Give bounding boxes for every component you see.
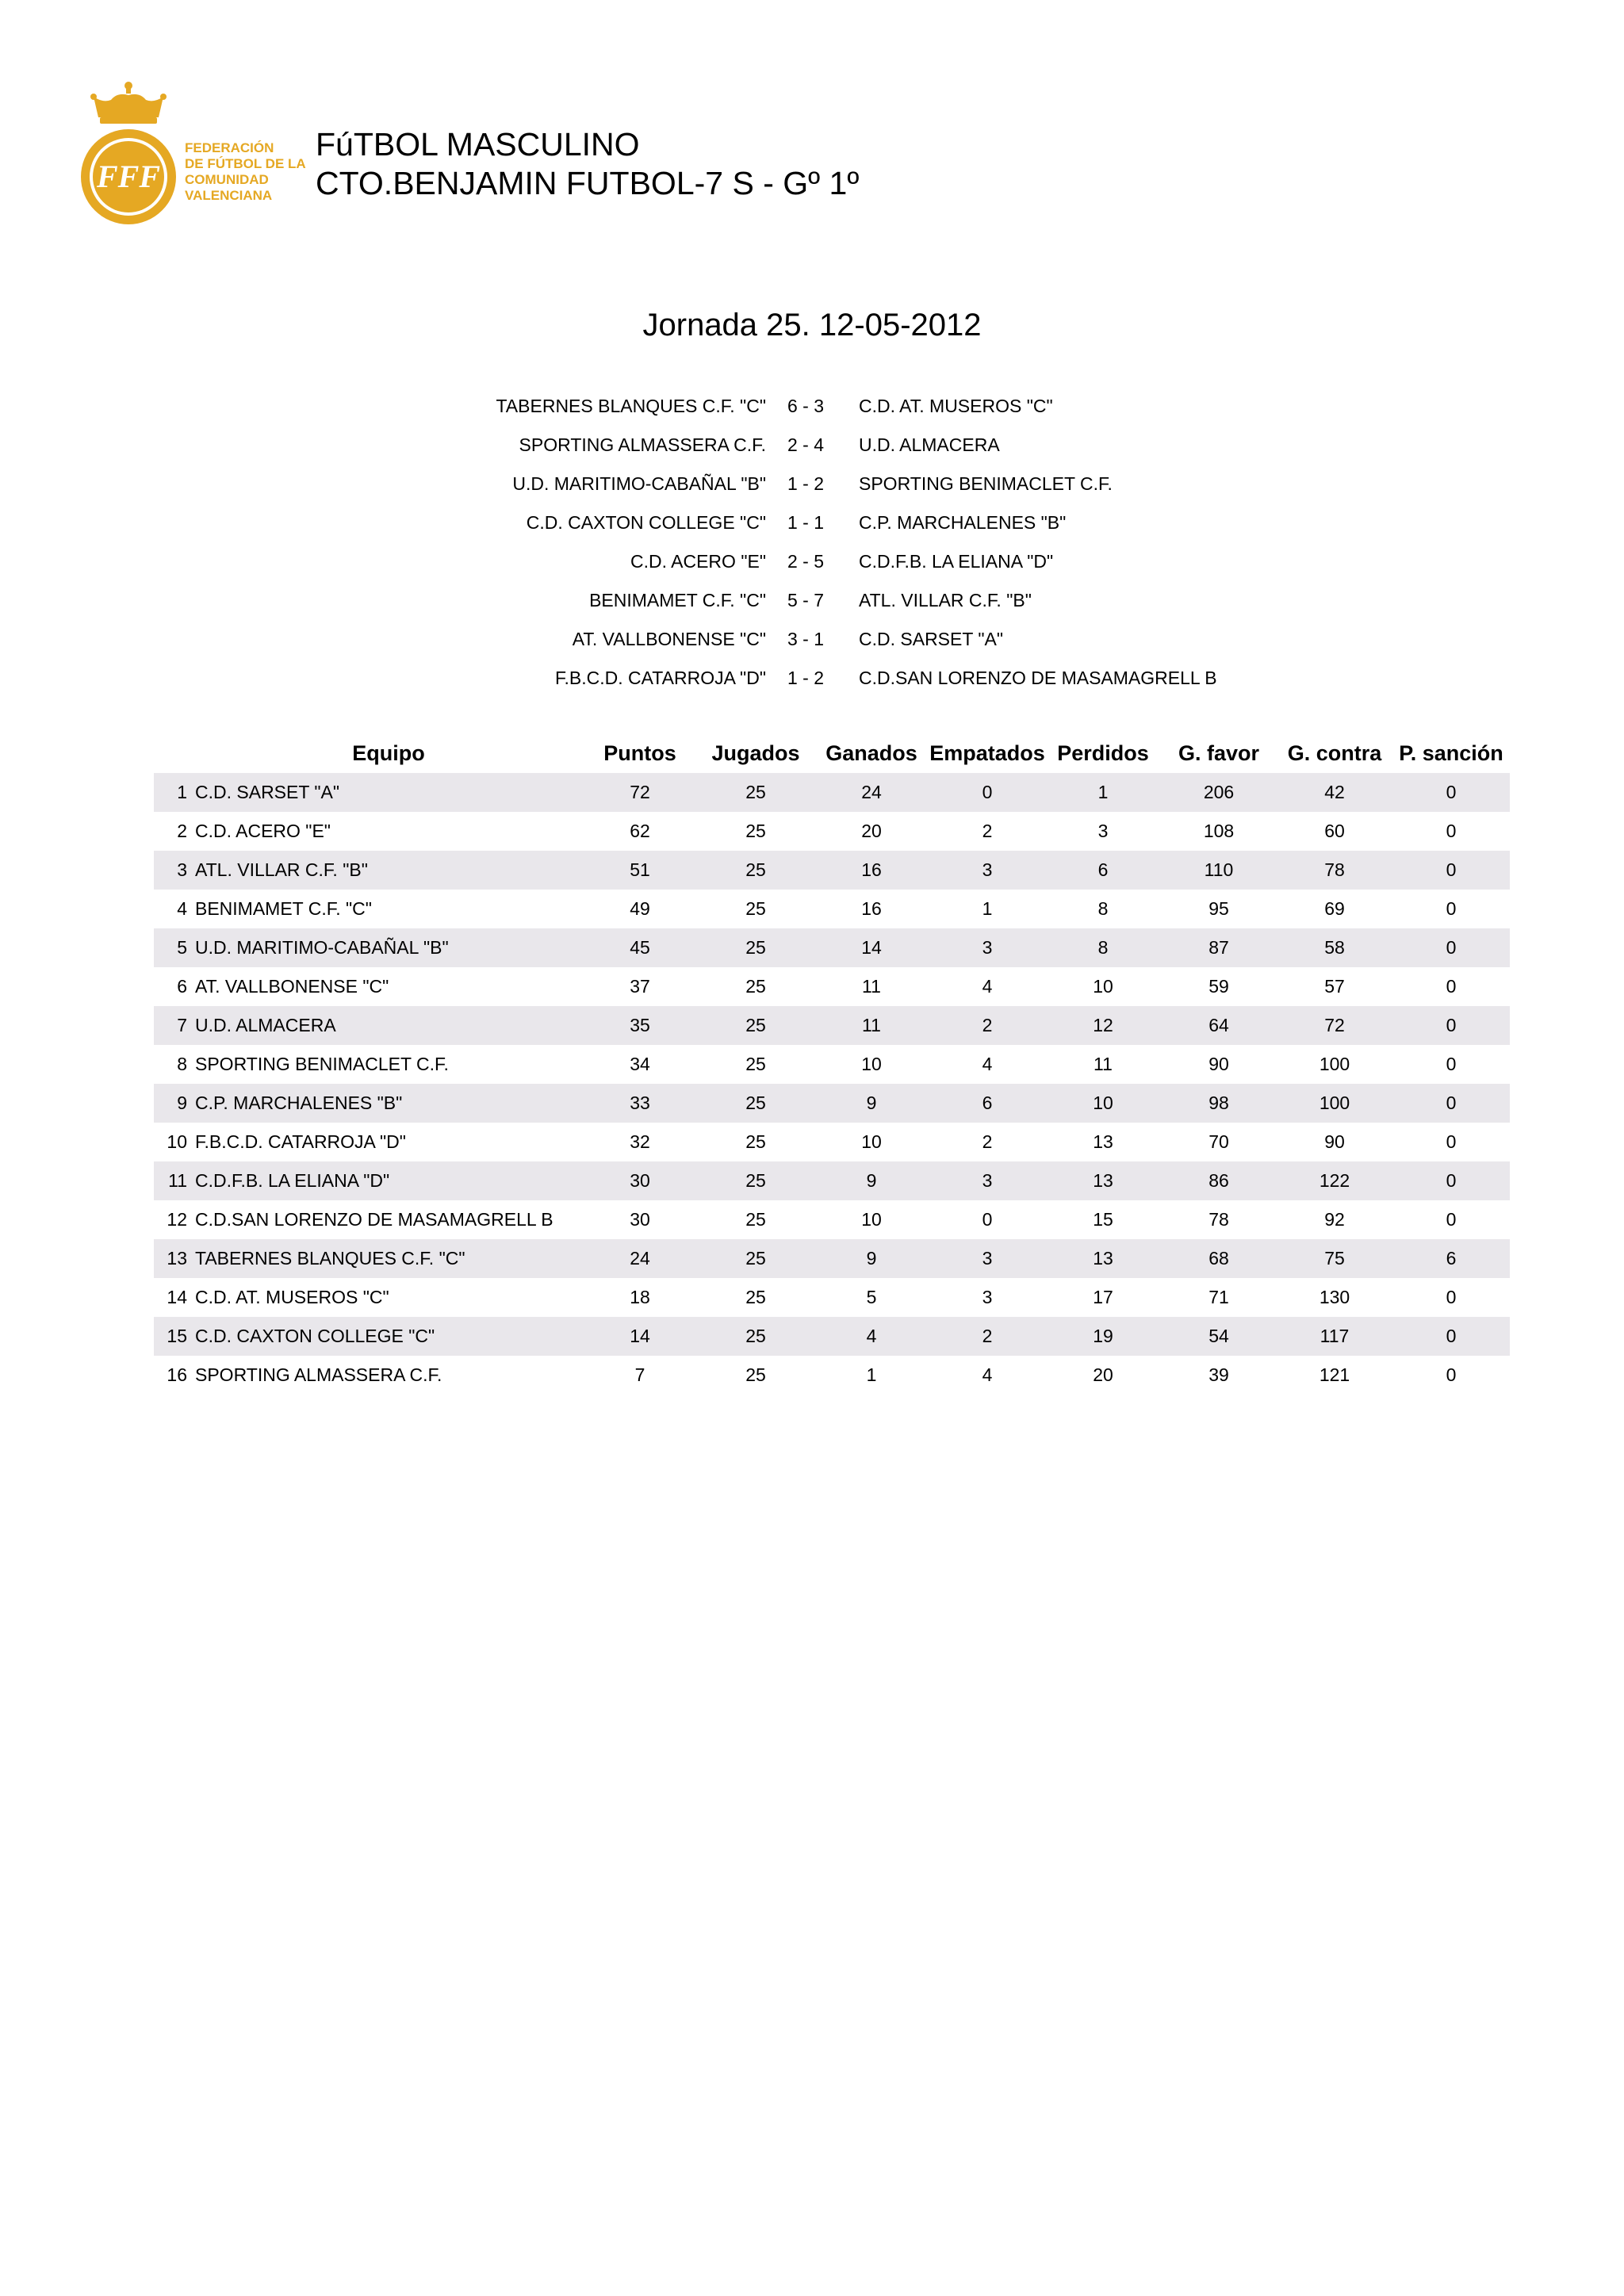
drawn-cell: 4 <box>982 1364 993 1385</box>
won-cell: 5 <box>866 1287 877 1307</box>
played-cell: 25 <box>698 1084 814 1123</box>
goals-against-cell: 58 <box>1277 928 1392 967</box>
drawn-cell: 6 <box>929 1084 1045 1123</box>
team-cell: C.D. SARSET "A" <box>195 773 582 812</box>
points-cell: 7 <box>634 1364 645 1385</box>
goals-against-cell: 75 <box>1277 1239 1392 1278</box>
penalty-cell: 0 <box>1392 851 1510 890</box>
team-cell: C.D. CAXTON COLLEGE "C" <box>195 1317 582 1356</box>
table-row <box>154 1317 1510 1356</box>
table-row <box>154 928 1510 967</box>
position-cell: 15 <box>154 1317 195 1356</box>
goals-for-cell: 90 <box>1208 1054 1229 1074</box>
home-team: SPORTING ALMASSERA C.F. <box>519 434 766 455</box>
goals-for-cell: 206 <box>1161 773 1277 812</box>
match-results <box>396 387 1269 698</box>
drawn-cell: 4 <box>982 1054 993 1074</box>
goals-for-cell: 86 <box>1161 1161 1277 1200</box>
svg-text:COMUNIDAD: COMUNIDAD <box>185 172 269 187</box>
points-cell: 30 <box>582 1161 698 1200</box>
goals-against-cell: 100 <box>1277 1084 1392 1123</box>
header-team: Equipo <box>352 740 425 765</box>
goals-for-cell: 54 <box>1161 1317 1277 1356</box>
penalty-cell: 0 <box>1392 1006 1510 1045</box>
home-team: C.D. CAXTON COLLEGE "C" <box>526 512 766 533</box>
svg-text:VALENCIANA: VALENCIANA <box>185 188 273 203</box>
position-cell: 8 <box>177 1054 187 1074</box>
drawn-cell: 3 <box>929 928 1045 967</box>
played-cell: 25 <box>698 1239 814 1278</box>
standings-body <box>154 773 1510 1395</box>
header-won: Ganados <box>825 740 917 765</box>
penalty-cell: 0 <box>1392 1161 1510 1200</box>
points-cell: 62 <box>630 821 650 841</box>
drawn-cell: 2 <box>929 1006 1045 1045</box>
lost-cell: 13 <box>1093 1131 1113 1152</box>
points-cell: 45 <box>582 928 698 967</box>
points-cell: 30 <box>630 1209 650 1230</box>
team-cell: F.B.C.D. CATARROJA "D" <box>195 1131 406 1152</box>
position-cell: 5 <box>154 928 195 967</box>
goals-for-cell: 68 <box>1161 1239 1277 1278</box>
match-score: 1 - 2 <box>787 668 825 688</box>
team-cell: AT. VALLBONENSE "C" <box>195 976 389 997</box>
goals-for-cell: 98 <box>1161 1084 1277 1123</box>
header-played: Jugados <box>711 740 800 765</box>
lost-cell: 1 <box>1045 773 1161 812</box>
penalty-cell: 0 <box>1446 1287 1457 1307</box>
played-cell: 25 <box>745 1364 766 1385</box>
away-team: ATL. VILLAR C.F. "B" <box>859 590 1032 610</box>
match-row <box>396 465 1269 503</box>
table-row <box>154 1161 1510 1200</box>
table-row <box>154 967 1510 1006</box>
match-row <box>396 387 1269 426</box>
match-row <box>396 542 1269 581</box>
goals-against-cell: 130 <box>1319 1287 1350 1307</box>
page-header <box>79 79 1031 238</box>
points-cell: 32 <box>630 1131 650 1152</box>
position-cell: 13 <box>154 1239 195 1278</box>
won-cell: 4 <box>814 1317 929 1356</box>
match-row <box>396 503 1269 542</box>
lost-cell: 3 <box>1097 821 1109 841</box>
drawn-cell: 2 <box>982 821 993 841</box>
position-cell: 16 <box>167 1364 187 1385</box>
home-team: AT. VALLBONENSE "C" <box>572 629 766 649</box>
position-cell: 9 <box>154 1084 195 1123</box>
home-team: BENIMAMET C.F. "C" <box>589 590 766 610</box>
header-points: Puntos <box>603 740 676 765</box>
match-row <box>396 581 1269 620</box>
team-cell: U.D. ALMACERA <box>195 1006 582 1045</box>
header-titles <box>316 125 859 203</box>
points-cell: 49 <box>630 898 650 919</box>
penalty-cell: 0 <box>1392 1084 1510 1123</box>
played-cell: 25 <box>698 928 814 967</box>
drawn-cell: 0 <box>929 773 1045 812</box>
penalty-cell: 0 <box>1446 1054 1457 1074</box>
won-cell: 9 <box>814 1084 929 1123</box>
team-cell: TABERNES BLANQUES C.F. "C" <box>195 1239 582 1278</box>
match-row <box>396 426 1269 465</box>
played-cell: 25 <box>745 1131 766 1152</box>
table-row <box>154 1200 1510 1239</box>
home-team: U.D. MARITIMO-CABAÑAL "B" <box>512 473 766 494</box>
away-team: C.P. MARCHALENES "B" <box>859 512 1067 533</box>
away-team: C.D. SARSET "A" <box>859 629 1004 649</box>
table-row <box>154 812 1510 851</box>
won-cell: 20 <box>861 821 882 841</box>
table-row <box>154 1006 1510 1045</box>
lost-cell: 13 <box>1045 1161 1161 1200</box>
played-cell: 25 <box>745 898 766 919</box>
position-cell: 3 <box>154 851 195 890</box>
penalty-cell: 0 <box>1446 898 1457 919</box>
table-row <box>154 851 1510 890</box>
position-cell: 10 <box>167 1131 187 1152</box>
header-lost: Perdidos <box>1057 740 1149 765</box>
points-cell: 34 <box>630 1054 650 1074</box>
header-goals-for: G. favor <box>1178 740 1260 765</box>
match-row <box>396 620 1269 659</box>
match-score: 6 - 3 <box>787 396 825 416</box>
lost-cell: 10 <box>1093 976 1113 997</box>
won-cell: 9 <box>814 1239 929 1278</box>
home-team: C.D. ACERO "E" <box>630 551 766 572</box>
played-cell: 25 <box>745 1287 766 1307</box>
goals-for-cell: 70 <box>1208 1131 1229 1152</box>
match-score: 1 - 2 <box>787 473 825 494</box>
played-cell: 25 <box>745 821 766 841</box>
team-cell: C.D.F.B. LA ELIANA "D" <box>195 1161 582 1200</box>
penalty-cell: 0 <box>1392 928 1510 967</box>
won-cell: 16 <box>814 851 929 890</box>
lost-cell: 19 <box>1045 1317 1161 1356</box>
round-title: Jornada 25. 12-05-2012 <box>642 308 982 342</box>
goals-against-cell: 117 <box>1277 1317 1392 1356</box>
position-cell: 11 <box>154 1161 195 1200</box>
home-team: F.B.C.D. CATARROJA "D" <box>555 668 766 688</box>
goals-for-cell: 64 <box>1161 1006 1277 1045</box>
table-row <box>154 1123 1510 1161</box>
points-cell: 18 <box>630 1287 650 1307</box>
goals-for-cell: 108 <box>1203 821 1235 841</box>
away-team: C.D. AT. MUSEROS "C" <box>859 396 1053 416</box>
match-score: 3 - 1 <box>787 629 825 649</box>
away-team: SPORTING BENIMACLET C.F. <box>859 473 1113 494</box>
team-cell: SPORTING ALMASSERA C.F. <box>195 1364 442 1385</box>
points-cell: 51 <box>582 851 698 890</box>
table-row <box>154 773 1510 812</box>
svg-text:FFF: FFF <box>96 159 161 194</box>
away-team: U.D. ALMACERA <box>859 434 1000 455</box>
lost-cell: 10 <box>1045 1084 1161 1123</box>
team-cell: C.D.SAN LORENZO DE MASAMAGRELL B <box>195 1209 553 1230</box>
goals-for-cell: 87 <box>1161 928 1277 967</box>
won-cell: 10 <box>861 1131 882 1152</box>
won-cell: 9 <box>814 1161 929 1200</box>
away-team: C.D.F.B. LA ELIANA "D" <box>859 551 1054 572</box>
lost-cell: 11 <box>1094 1054 1113 1074</box>
header-penalty: P. sanción <box>1399 740 1503 765</box>
penalty-cell: 0 <box>1446 1209 1457 1230</box>
played-cell: 25 <box>745 1054 766 1074</box>
team-cell: C.D. ACERO "E" <box>195 821 331 841</box>
lost-cell: 8 <box>1045 928 1161 967</box>
standings-table <box>154 733 1510 1395</box>
table-row <box>154 1356 1510 1395</box>
goals-against-cell: 121 <box>1319 1364 1350 1385</box>
drawn-cell: 3 <box>929 851 1045 890</box>
played-cell: 25 <box>698 1006 814 1045</box>
goals-for-cell: 59 <box>1208 976 1229 997</box>
match-row <box>396 659 1269 698</box>
position-cell: 14 <box>167 1287 187 1307</box>
table-row <box>154 1239 1510 1278</box>
penalty-cell: 0 <box>1392 773 1510 812</box>
points-cell: 37 <box>630 976 650 997</box>
goals-for-cell: 39 <box>1208 1364 1229 1385</box>
goals-against-cell: 69 <box>1324 898 1345 919</box>
table-row <box>154 890 1510 928</box>
won-cell: 16 <box>861 898 882 919</box>
points-cell: 14 <box>582 1317 698 1356</box>
lost-cell: 6 <box>1045 851 1161 890</box>
goals-against-cell: 100 <box>1319 1054 1350 1074</box>
lost-cell: 8 <box>1097 898 1109 919</box>
home-team: TABERNES BLANQUES C.F. "C" <box>496 396 766 416</box>
svg-text:FEDERACIÓN: FEDERACIÓN <box>185 140 274 155</box>
header-drawn: Empatados <box>929 740 1045 765</box>
played-cell: 25 <box>698 851 814 890</box>
team-cell: ATL. VILLAR C.F. "B" <box>195 851 582 890</box>
won-cell: 10 <box>861 1209 882 1230</box>
page-subtitle: CTO.BENJAMIN FUTBOL-7 S - Gº 1º <box>316 165 860 201</box>
header-pos <box>154 733 195 773</box>
team-cell: C.P. MARCHALENES "B" <box>195 1084 582 1123</box>
match-score: 5 - 7 <box>787 590 825 610</box>
position-cell: 2 <box>177 821 187 841</box>
won-cell: 11 <box>814 1006 929 1045</box>
match-score: 2 - 5 <box>787 551 825 572</box>
goals-for-cell: 110 <box>1161 851 1277 890</box>
team-cell: BENIMAMET C.F. "C" <box>195 898 372 919</box>
away-team: C.D.SAN LORENZO DE MASAMAGRELL B <box>859 668 1217 688</box>
table-row <box>154 1084 1510 1123</box>
played-cell: 25 <box>745 976 766 997</box>
drawn-cell: 1 <box>982 898 993 919</box>
points-cell: 24 <box>582 1239 698 1278</box>
drawn-cell: 0 <box>982 1209 993 1230</box>
page-title: FúTBOL MASCULINO <box>316 126 640 163</box>
goals-against-cell: 122 <box>1277 1161 1392 1200</box>
team-cell: C.D. AT. MUSEROS "C" <box>195 1287 389 1307</box>
drawn-cell: 2 <box>929 1317 1045 1356</box>
goals-against-cell: 90 <box>1324 1131 1345 1152</box>
goals-against-cell: 42 <box>1277 773 1392 812</box>
position-cell: 7 <box>154 1006 195 1045</box>
goals-for-cell: 95 <box>1208 898 1229 919</box>
penalty-cell: 6 <box>1392 1239 1510 1278</box>
lost-cell: 13 <box>1045 1239 1161 1278</box>
penalty-cell: 0 <box>1446 976 1457 997</box>
header-goals-against: G. contra <box>1287 740 1382 765</box>
drawn-cell: 4 <box>982 976 993 997</box>
position-cell: 6 <box>177 976 187 997</box>
drawn-cell: 2 <box>982 1131 993 1152</box>
lost-cell: 15 <box>1093 1209 1113 1230</box>
position-cell: 1 <box>154 773 195 812</box>
goals-against-cell: 78 <box>1277 851 1392 890</box>
position-cell: 4 <box>177 898 187 919</box>
won-cell: 1 <box>866 1364 877 1385</box>
table-row <box>154 1045 1510 1084</box>
penalty-cell: 0 <box>1446 1364 1457 1385</box>
goals-against-cell: 57 <box>1324 976 1345 997</box>
lost-cell: 20 <box>1093 1364 1113 1385</box>
won-cell: 14 <box>814 928 929 967</box>
goals-against-cell: 72 <box>1277 1006 1392 1045</box>
played-cell: 25 <box>698 1161 814 1200</box>
played-cell: 25 <box>698 773 814 812</box>
points-cell: 33 <box>582 1084 698 1123</box>
table-row <box>154 1278 1510 1317</box>
won-cell: 11 <box>862 976 881 997</box>
position-cell: 12 <box>167 1209 187 1230</box>
federation-logo-icon <box>79 79 317 238</box>
lost-cell: 12 <box>1045 1006 1161 1045</box>
team-cell: U.D. MARITIMO-CABAÑAL "B" <box>195 928 582 967</box>
drawn-cell: 3 <box>982 1287 993 1307</box>
penalty-cell: 0 <box>1446 1131 1457 1152</box>
team-cell: SPORTING BENIMACLET C.F. <box>195 1054 449 1074</box>
drawn-cell: 3 <box>929 1239 1045 1278</box>
match-score: 2 - 4 <box>787 434 825 455</box>
match-score: 1 - 1 <box>787 512 825 533</box>
played-cell: 25 <box>745 1209 766 1230</box>
played-cell: 25 <box>698 1317 814 1356</box>
penalty-cell: 0 <box>1446 821 1457 841</box>
svg-text:DE FÚTBOL DE LA: DE FÚTBOL DE LA <box>185 156 306 171</box>
lost-cell: 17 <box>1093 1287 1113 1307</box>
points-cell: 35 <box>582 1006 698 1045</box>
points-cell: 72 <box>582 773 698 812</box>
won-cell: 10 <box>861 1054 882 1074</box>
goals-for-cell: 71 <box>1208 1287 1229 1307</box>
drawn-cell: 3 <box>929 1161 1045 1200</box>
standings-header-row <box>154 733 1510 773</box>
won-cell: 24 <box>814 773 929 812</box>
goals-for-cell: 78 <box>1208 1209 1229 1230</box>
goals-against-cell: 60 <box>1324 821 1345 841</box>
penalty-cell: 0 <box>1392 1317 1510 1356</box>
goals-against-cell: 92 <box>1324 1209 1345 1230</box>
